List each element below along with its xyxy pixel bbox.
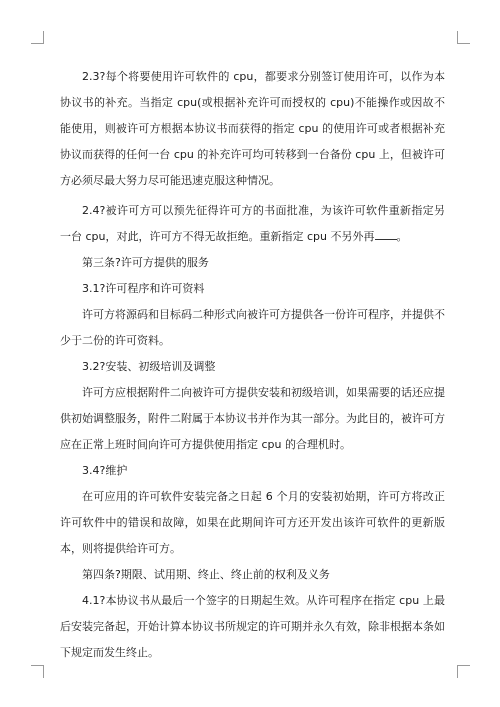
clause-3-1-body: 许可方将源码和目标码二种形式向被许可方提供各一份许可程序，并提供不少于二份的许可资料。 [60,308,445,347]
article-4-heading: 第四条?期限、试用期、终止、终止前的权利及义务 [82,568,330,581]
crop-mark-bottom-left [31,665,44,678]
clause-3-2-body: 许可方应根据附件二向被许可方提供安装和初级培训，如果需要的话还应提供初始调整服务，附件二附属于本协议书并作为其一部分。为此目的，被许可方应在正常上班时间向许可方提供使用指定 cpu 的合理机时。 [60,386,445,451]
clause-3-4-body: 在可应用的许可软件安装完备之日起 6 个月的安装初始期，许可方将改正许可软件中的错误和故障，如果在此期间许可方还开发出该许可软件的更新版本，则将提供给许可方。 [60,490,445,555]
clause-2-4-end: 。 [396,230,408,243]
clause-3-4-heading: 3.4?维护 [82,464,128,477]
blank-field[interactable] [375,229,397,240]
document-body [60,64,445,666]
clause-2-4 [60,198,445,250]
article-3-heading: 第三条?许可方提供的服务 [82,256,209,269]
clause-2-3: 2.3?每个将要使用许可软件的 cpu，都要求分别签订使用许可，以作为本协议书的补充。当指定 cpu(或根据补充许可而授权的 cpu)不能操作或因故不能使用，则被许可方根据本协议书而获得的指定 cpu 的使用许可或者根据补充协议而获得的任何一台 cpu 的补充许可均可转移到一台备份 cpu 上，但被许可方必须尽最大努力尽可能迅速克服这种情况。 [60,70,445,187]
clause-4-1-body: 4.1?本协议书从最后一个签字的日期起生效。从许可程序在指定 cpu 上最后安装完备起，开始计算本协议书所规定的许可期并永久有效，除非根据本条如下规定而发生终止。 [60,594,445,659]
clause-2-4-text: 2.4?被许可方可以预先征得许可方的书面批准，为该许可软件重新指定另一台 cpu，对此，许可方不得无故拒绝。重新指定 cpu 不另外再 [60,204,445,243]
clause-3-2-heading: 3.2?安装、初级培训及调整 [82,360,216,373]
crop-mark-bottom-right [457,665,470,678]
crop-mark-top-right [457,31,470,44]
crop-mark-top-left [31,31,44,44]
clause-3-1-heading: 3.1?许可程序和许可资料 [82,282,205,295]
